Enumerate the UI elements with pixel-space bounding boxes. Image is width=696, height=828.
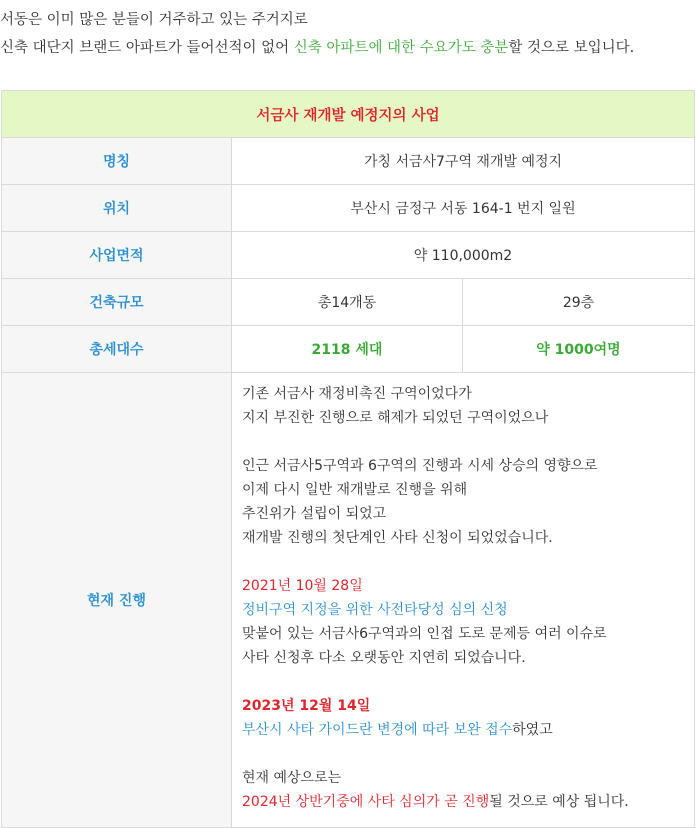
progress-text: 사타 신청후 다소 오랫동안 지연히 되었습니다. (242, 650, 526, 666)
progress-date-2021: 2021년 10월 28일 (242, 578, 363, 594)
progress-description (232, 373, 695, 828)
progress-forecast-line (242, 790, 684, 814)
label-households: 총세대수 (2, 326, 232, 373)
label-location: 위치 (2, 185, 232, 232)
table-title: 서금사 재개발 예정지의 사업 (2, 91, 695, 138)
progress-text: 기존 서금사 재정비촉진 구역이었다가 (242, 386, 472, 402)
progress-text: 추진위가 설립이 되었고 (242, 506, 387, 522)
table-row-progress (2, 373, 695, 828)
label-area: 사업면적 (2, 232, 232, 279)
progress-forecast: 2024년 상반기중에 사타 심의가 곧 진행 (242, 794, 490, 810)
value-buildings: 총14개동 (232, 279, 463, 326)
progress-event-2023-line (242, 718, 684, 742)
progress-text: 재개발 진행의 첫단계인 사타 신청이 되었었습니다. (242, 530, 553, 546)
project-info-table (1, 90, 695, 828)
value-area: 약 110,000m2 (232, 232, 695, 279)
value-name: 가칭 서금사7구역 재개발 예정지 (232, 138, 695, 185)
table-header-row (2, 91, 695, 138)
progress-event-2023: 부산시 사타 가이드란 변경에 따라 보완 접수 (242, 722, 513, 738)
progress-event-2023-tail: 하였고 (512, 722, 553, 738)
table-row-scale (2, 279, 695, 326)
value-people: 약 1000여명 (463, 326, 695, 373)
label-name: 명칭 (2, 138, 232, 185)
intro-text (0, 0, 696, 62)
progress-event-2021: 정비구역 지정을 위한 사전타당성 심의 신청 (242, 602, 508, 618)
value-households: 2118 세대 (232, 326, 463, 373)
progress-date-2023: 2023년 12월 14일 (242, 698, 371, 714)
table-row-name (2, 138, 695, 185)
label-progress: 현재 진행 (2, 373, 232, 828)
progress-text: 인근 서금사5구역과 6구역의 진행과 시세 상승의 영향으로 (242, 458, 598, 474)
table-row-households (2, 326, 695, 373)
intro-line-2-start: 신축 대단지 브랜드 아파트가 들어선적이 없어 (0, 40, 294, 56)
progress-text: 현재 예상으로는 (242, 770, 342, 786)
progress-text: 이제 다시 일반 재개발로 진행을 위해 (242, 482, 468, 498)
intro-line-1: 서동은 이미 많은 분들이 거주하고 있는 주거지로 (0, 12, 308, 28)
intro-line-2-end: 할 것으로 보입니다. (508, 40, 635, 56)
value-location: 부산시 금정구 서동 164-1 번지 일원 (232, 185, 695, 232)
progress-text: 지지 부진한 진행으로 해제가 되었던 구역이었으나 (242, 410, 549, 426)
label-scale: 건축규모 (2, 279, 232, 326)
intro-highlight: 신축 아파트에 대한 수요가도 충분 (293, 40, 509, 56)
table-row-location (2, 185, 695, 232)
table-row-area (2, 232, 695, 279)
intro-line-2 (0, 34, 696, 62)
progress-forecast-tail: 될 것으로 예상 됩니다. (489, 794, 629, 810)
value-floors: 29층 (463, 279, 695, 326)
progress-text: 맞붙어 있는 서금사6구역과의 인접 도로 문제등 여러 이슈로 (242, 626, 607, 642)
